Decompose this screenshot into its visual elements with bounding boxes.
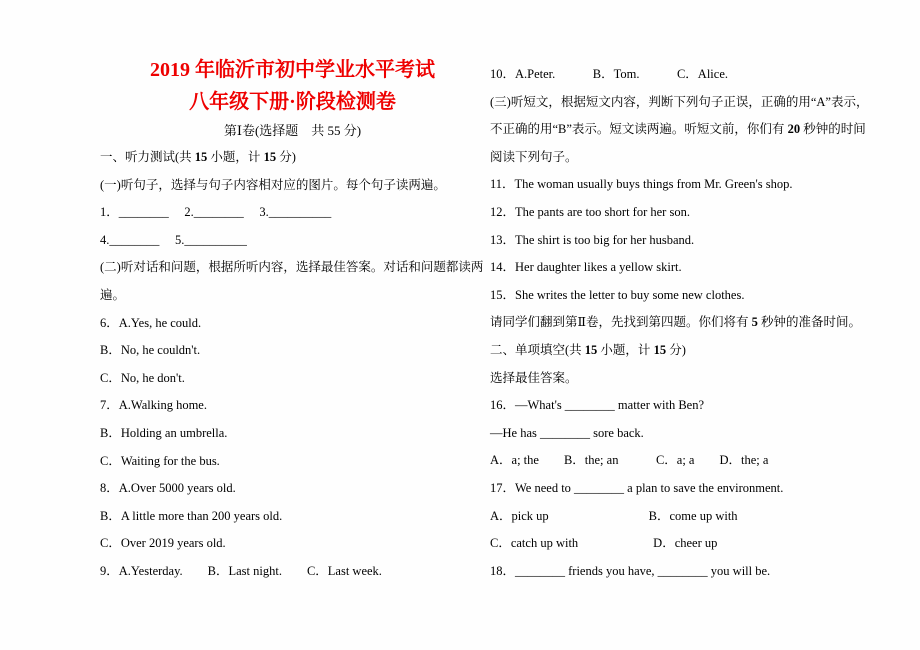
text-segment: C．Over 2019 years old. <box>100 536 226 551</box>
text-line <box>490 447 835 475</box>
text-segment: (一)听句子，选择与句子内容相对应的图片。每个句子读两遍。 <box>100 177 446 192</box>
text-line <box>100 503 445 531</box>
text-segment: 15 <box>584 342 598 357</box>
text-segment: 秒钟的准备时间。 <box>757 315 862 330</box>
text-line <box>100 530 445 558</box>
text-segment: 二、单项填空(共 <box>490 342 585 357</box>
text-segment: A．a; the B．the; an C．a; a D．the; a <box>490 453 769 468</box>
text-segment: 小题，计 <box>597 342 654 357</box>
text-segment: B．A little more than 200 years old. <box>100 508 283 523</box>
text-line <box>490 254 835 282</box>
text-line <box>100 475 445 503</box>
text-segment: 小题，计 <box>207 150 264 164</box>
text-line <box>100 558 445 586</box>
text-segment: 不正确的用“B”表示。短文读两遍。听短文前，你们有 <box>490 122 788 137</box>
text-segment: 14．Her daughter likes a yellow skirt. <box>490 260 682 275</box>
text-segment: 15 <box>653 342 667 357</box>
part1-heading <box>100 118 445 144</box>
text-line <box>490 558 835 586</box>
text-line <box>490 227 835 255</box>
text-line <box>490 475 835 503</box>
text-line <box>490 282 835 310</box>
text-line <box>100 227 445 255</box>
right-column-text <box>490 61 869 585</box>
text-segment: 18．________ friends you have, ________ you will be. <box>490 563 771 578</box>
text-line <box>100 448 445 476</box>
text-line <box>100 199 445 227</box>
text-segment: 6．A.Yes, he could. <box>100 315 202 330</box>
text-segment: 第Ⅰ卷(选择题 共 55 分) <box>223 123 362 138</box>
text-segment: A．pick up B．come up with <box>490 508 738 523</box>
text-line <box>490 144 835 172</box>
text-segment: 选择最佳答案。 <box>490 370 578 385</box>
text-segment: 分) <box>276 150 296 164</box>
text-line <box>100 310 445 338</box>
text-line <box>490 116 866 144</box>
text-segment: 7．A.Walking home. <box>100 398 207 413</box>
text-line <box>100 282 445 310</box>
text-line <box>490 530 835 558</box>
text-line <box>490 199 835 227</box>
text-segment: —He has ________ sore back. <box>490 425 644 440</box>
text-line <box>490 420 835 448</box>
text-line <box>100 337 445 365</box>
text-segment: 1．________ 2.________ 3.__________ <box>100 205 332 220</box>
text-segment: 15 <box>194 150 208 164</box>
text-line <box>490 309 862 337</box>
text-segment: (三)听短文，根据短文内容，判断下列句子正误，正确的用“A”表示， <box>490 94 869 109</box>
left-column <box>100 54 484 586</box>
text-segment: 请同学们翻到第Ⅱ卷，先找到第四题。你们将有 <box>490 315 752 330</box>
text-segment: 20 <box>787 122 801 137</box>
text-line <box>490 365 835 393</box>
text-segment: 12．The pants are too short for her son. <box>490 204 690 219</box>
text-segment: 一、听力测试(共 <box>100 150 195 164</box>
text-segment: B．Holding an umbrella. <box>100 425 228 440</box>
text-line <box>490 392 835 420</box>
text-line <box>100 420 445 448</box>
text-segment: 5 <box>751 315 758 330</box>
text-line <box>490 503 835 531</box>
text-segment: 秒钟的时间 <box>800 122 866 137</box>
left-column-text <box>100 144 484 586</box>
exam-title-line1: 2019 年临沂市初中学业水平考试 <box>150 59 435 81</box>
text-line <box>100 365 445 393</box>
text-segment: B．No, he couldn't. <box>100 343 201 358</box>
text-segment: C．catch up with D．cheer up <box>490 536 718 551</box>
text-segment: 9．A.Yesterday. B．Last night. C．Last week. <box>100 563 382 578</box>
text-line <box>490 89 869 117</box>
text-line <box>100 172 445 200</box>
text-line <box>490 171 835 199</box>
text-segment: 遍。 <box>100 287 126 302</box>
text-segment: 11．The woman usually buys things from Mr. Green's shop. <box>490 177 793 192</box>
text-segment: 分) <box>666 342 686 357</box>
text-segment: 17．We need to ________ a plan to save the environment. <box>490 480 784 495</box>
text-segment: 4.________ 5.__________ <box>100 232 247 247</box>
text-line <box>100 144 445 172</box>
text-segment: 8．A.Over 5000 years old. <box>100 481 236 496</box>
text-line <box>100 392 445 420</box>
text-segment: C．No, he don't. <box>100 370 185 385</box>
text-segment: 16．—What's ________ matter with Ben? <box>490 398 705 413</box>
text-segment: 15 <box>263 150 277 164</box>
text-line <box>100 118 485 144</box>
text-line <box>490 337 835 365</box>
text-segment: (二)听对话和问题，根据所听内容，选择最佳答案。对话和问题都读两 <box>100 260 484 275</box>
text-segment: 阅读下列句子。 <box>490 149 578 164</box>
text-segment: 10．A.Peter. B．Tom. C．Alice. <box>490 67 729 81</box>
text-segment: C．Waiting for the bus. <box>100 453 220 468</box>
text-segment: 13．The shirt is too big for her husband. <box>490 232 695 247</box>
right-column <box>490 61 869 585</box>
text-line <box>100 254 484 282</box>
text-line <box>490 61 835 89</box>
text-segment: 15．She writes the letter to buy some new clothes. <box>490 287 745 302</box>
exam-title-line2: 八年级下册·阶段检测卷 <box>189 91 396 113</box>
